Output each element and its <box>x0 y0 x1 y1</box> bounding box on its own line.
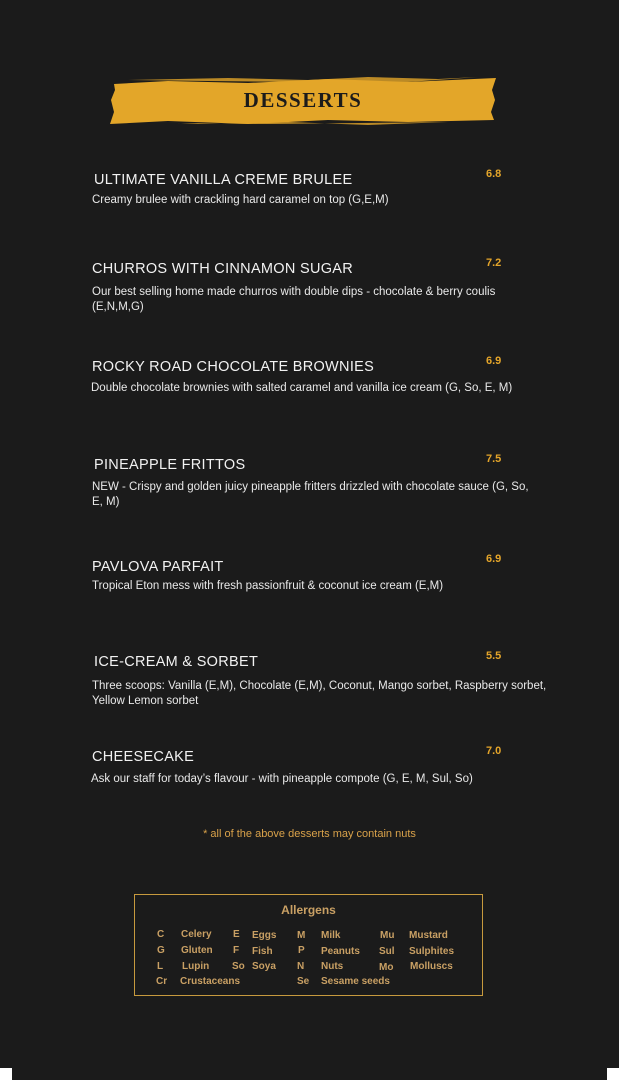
item-name: PINEAPPLE FRITTOS <box>94 457 246 473</box>
allergens-title: Allergens <box>281 903 336 917</box>
item-price: 6.9 <box>486 553 502 565</box>
item-price: 6.9 <box>486 355 502 367</box>
item-name: CHURROS WITH CINNAMON SUGAR <box>92 261 354 277</box>
allergen-label: Mustard <box>409 930 448 941</box>
allergen-label: Soya <box>252 961 276 972</box>
allergen-code: M <box>297 930 306 941</box>
allergen-label: Gluten <box>181 945 213 956</box>
item-description: Our best selling home made churros with double dips - chocolate & berry coulis (E,N,M,G) <box>92 286 496 313</box>
item-price: 7.5 <box>486 453 502 465</box>
item-price: 6.8 <box>486 168 502 180</box>
allergen-label: Milk <box>321 930 341 941</box>
item-description: NEW - Crispy and golden juicy pineapple fritters drizzled with chocolate sauce (G, So, E, M) <box>92 481 529 508</box>
allergen-label: Fish <box>252 946 273 957</box>
allergen-code: N <box>297 961 305 972</box>
page-title: DESSERTS <box>243 88 363 112</box>
item-name: PAVLOVA PARFAIT <box>92 559 224 575</box>
item-description: Creamy brulee with crackling hard caramel on top (G,E,M) <box>92 194 389 206</box>
item-description: Double chocolate brownies with salted caramel and vanilla ice cream (G, So, E, M) <box>91 382 513 394</box>
allergen-code: Se <box>297 976 310 987</box>
nuts-note: * all of the above desserts may contain nuts <box>203 828 416 840</box>
allergen-code: G <box>157 945 165 956</box>
allergen-label: Molluscs <box>410 961 453 972</box>
allergen-label: Peanuts <box>321 946 360 957</box>
title-banner <box>108 76 498 126</box>
allergen-label: Sulphites <box>409 946 455 957</box>
item-price: 5.5 <box>486 650 502 662</box>
allergen-code: C <box>157 929 165 940</box>
allergen-code: P <box>298 945 305 956</box>
allergen-code: F <box>233 945 240 956</box>
page-corner <box>607 1068 619 1080</box>
item-name: ICE-CREAM & SORBET <box>94 654 259 670</box>
item-description: Ask our staff for today’s flavour - with pineapple compote (G, E, M, Sul, So) <box>91 773 473 785</box>
item-name: CHEESECAKE <box>92 749 195 765</box>
item-price: 7.2 <box>486 257 502 269</box>
allergen-label: Lupin <box>182 961 210 972</box>
item-description: Tropical Eton mess with fresh passionfruit & coconut ice cream (E,M) <box>92 580 444 592</box>
allergens-legend <box>134 894 483 996</box>
allergen-code: So <box>232 961 245 972</box>
allergen-label: Celery <box>181 929 212 940</box>
allergen-label: Crustaceans <box>180 976 241 987</box>
allergen-label: Eggs <box>252 930 277 941</box>
item-name: ROCKY ROAD CHOCOLATE BROWNIES <box>92 359 375 375</box>
allergen-code: Sul <box>379 946 395 957</box>
allergen-code: Cr <box>156 976 168 987</box>
allergen-code: Mo <box>379 962 394 973</box>
allergen-label: Nuts <box>321 961 344 972</box>
page-corner <box>0 1068 12 1080</box>
allergen-code: L <box>157 961 164 972</box>
item-price: 7.0 <box>486 745 502 757</box>
item-name: ULTIMATE VANILLA CREME BRULEE <box>94 172 353 188</box>
allergen-code: E <box>233 929 240 940</box>
allergen-code: Mu <box>380 930 395 941</box>
allergen-label: Sesame seeds <box>321 976 390 987</box>
item-description: Three scoops: Vanilla (E,M), Chocolate (E,M), Coconut, Mango sorbet, Raspberry sorbet, Yellow Lemon sorbet <box>92 680 547 707</box>
